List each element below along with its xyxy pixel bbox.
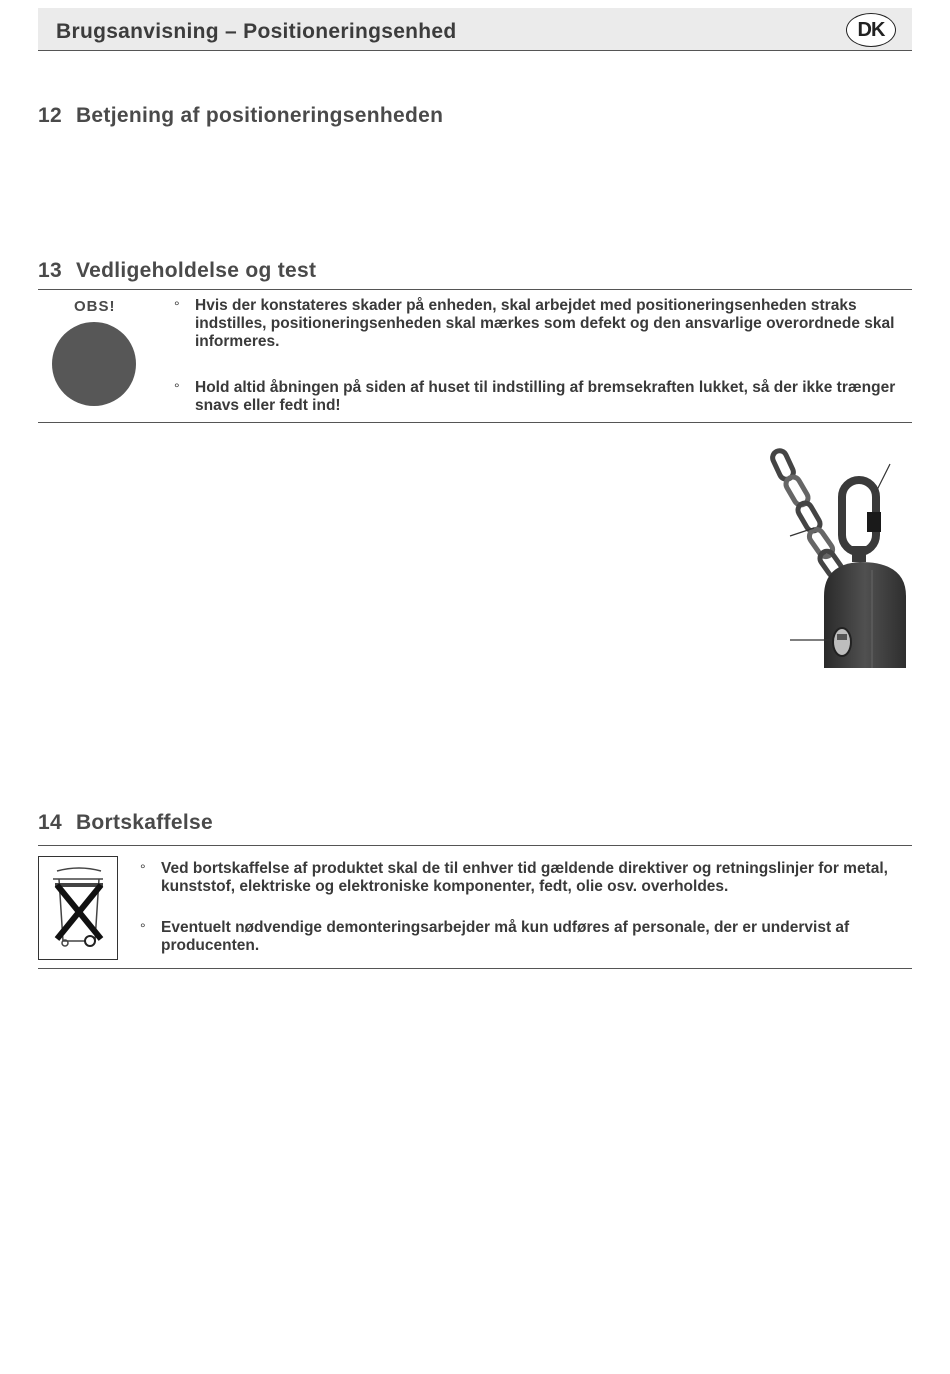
- list-item: [174, 297, 913, 351]
- section-13-heading: [38, 259, 316, 283]
- section-number: 12: [38, 104, 62, 127]
- divider: [38, 422, 912, 423]
- bullet-marker-icon: °: [174, 298, 180, 314]
- section-number: 14: [38, 811, 62, 834]
- list-item: [174, 379, 913, 415]
- section-title: Bortskaffelse: [75, 811, 213, 834]
- section-title: Vedligeholdelse og test: [75, 259, 317, 282]
- crossed-out-wheelie-bin-icon: [38, 856, 118, 960]
- list-item: [140, 860, 913, 896]
- section-14-heading: [38, 811, 213, 835]
- bullet-marker-icon: °: [140, 920, 146, 936]
- page-header: [38, 8, 912, 51]
- obs-label: OBS!: [74, 298, 116, 315]
- section-number: 13: [38, 259, 62, 282]
- document-title: Brugsanvisning – Positioneringsenhed: [56, 20, 457, 43]
- divider: [38, 289, 912, 290]
- section-title: Betjening af positioneringsenheden: [75, 104, 444, 127]
- obs-circle-icon: [52, 322, 136, 406]
- bullet-text: Eventuelt nødvendige demonteringsarbejder må kun udføres af personale, der er undervist af producenten.: [161, 919, 850, 954]
- positioning-device-illustration: [760, 446, 910, 670]
- brake-opening-icon: [833, 628, 851, 656]
- bullet-marker-icon: °: [174, 380, 180, 396]
- divider: [38, 845, 912, 846]
- language-badge: DK: [846, 13, 896, 47]
- bullet-text: Hold altid åbningen på siden af huset til indstilling af bremsekraften lukket, så der ikke trænger snavs eller fedt ind!: [195, 379, 896, 414]
- list-item: [140, 919, 913, 955]
- divider: [38, 968, 912, 969]
- bullet-text: Ved bortskaffelse af produktet skal de til enhver tid gældende direktiver og retningslinjer for metal, kunststof, elektriske og elektroniske komponenter, fedt, olie osv. overholdes.: [161, 860, 888, 895]
- section-12-heading: [38, 104, 443, 128]
- bullet-marker-icon: °: [140, 861, 146, 877]
- bullet-text: Hvis der konstateres skader på enheden, skal arbejdet med positioneringsenheden straks indstilles, positioneringsenheden skal mærkes som defekt og den ansvarlige overordnede skal informeres.: [195, 297, 895, 350]
- chain-icon: [770, 448, 844, 579]
- carabiner-icon: [842, 480, 881, 562]
- disposal-bullets: [140, 860, 913, 955]
- maintenance-bullets: [174, 297, 913, 415]
